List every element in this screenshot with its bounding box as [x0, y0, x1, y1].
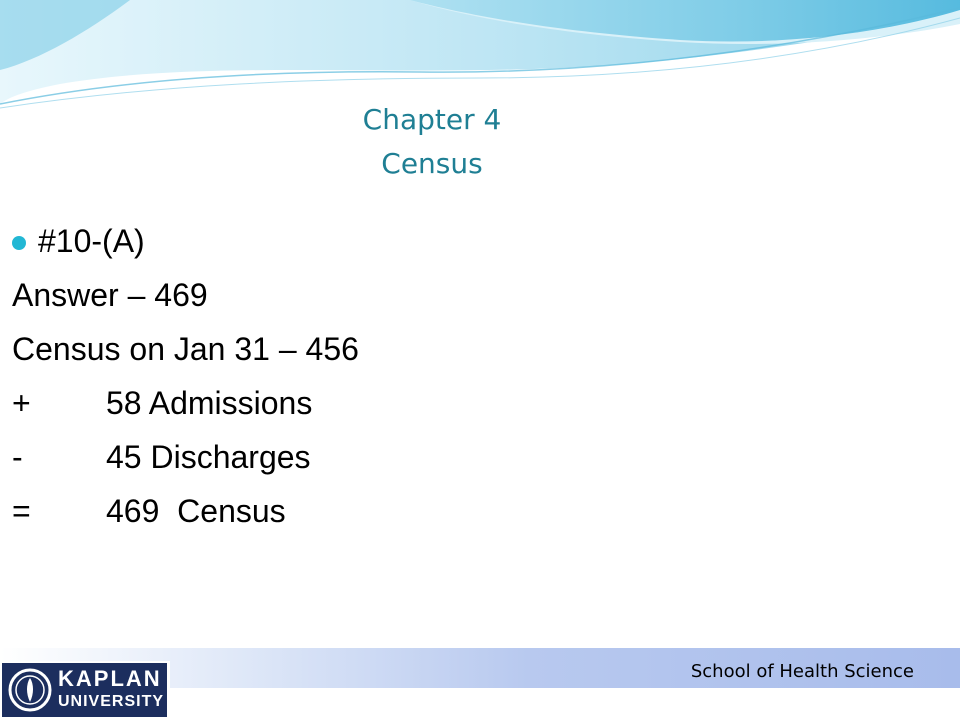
- seal-icon: [8, 668, 52, 712]
- slide-title: [232, 98, 632, 186]
- calc-row-discharges: [12, 430, 912, 484]
- answer-line: Answer – 469: [12, 277, 208, 313]
- logo-background: [2, 663, 167, 717]
- calc-text: 58 Admissions: [106, 385, 313, 421]
- bullet-item: [12, 214, 912, 268]
- calc-text: 45 Discharges: [106, 439, 311, 475]
- slide-body: [12, 214, 912, 538]
- calc-row-result: [12, 484, 912, 538]
- calc-row-admissions: [12, 376, 912, 430]
- calc-operator: -: [12, 439, 23, 475]
- footer-school-name: School of Health Science: [690, 661, 914, 682]
- title-line-topic: Census: [381, 147, 483, 180]
- census-line: Census on Jan 31 – 456: [12, 331, 359, 367]
- kaplan-university-logo: [0, 661, 170, 720]
- calc-operator: +: [12, 385, 31, 421]
- bullet-dot-icon: [12, 236, 26, 250]
- calc-text: 469 Census: [106, 493, 286, 529]
- title-line-chapter: Chapter 4: [362, 103, 502, 136]
- logo-word-university: UNIVERSITY: [58, 693, 165, 710]
- bullet-text: #10-(A): [38, 223, 145, 259]
- logo-word-kaplan: KAPLAN: [58, 666, 162, 691]
- calc-operator: =: [12, 493, 31, 529]
